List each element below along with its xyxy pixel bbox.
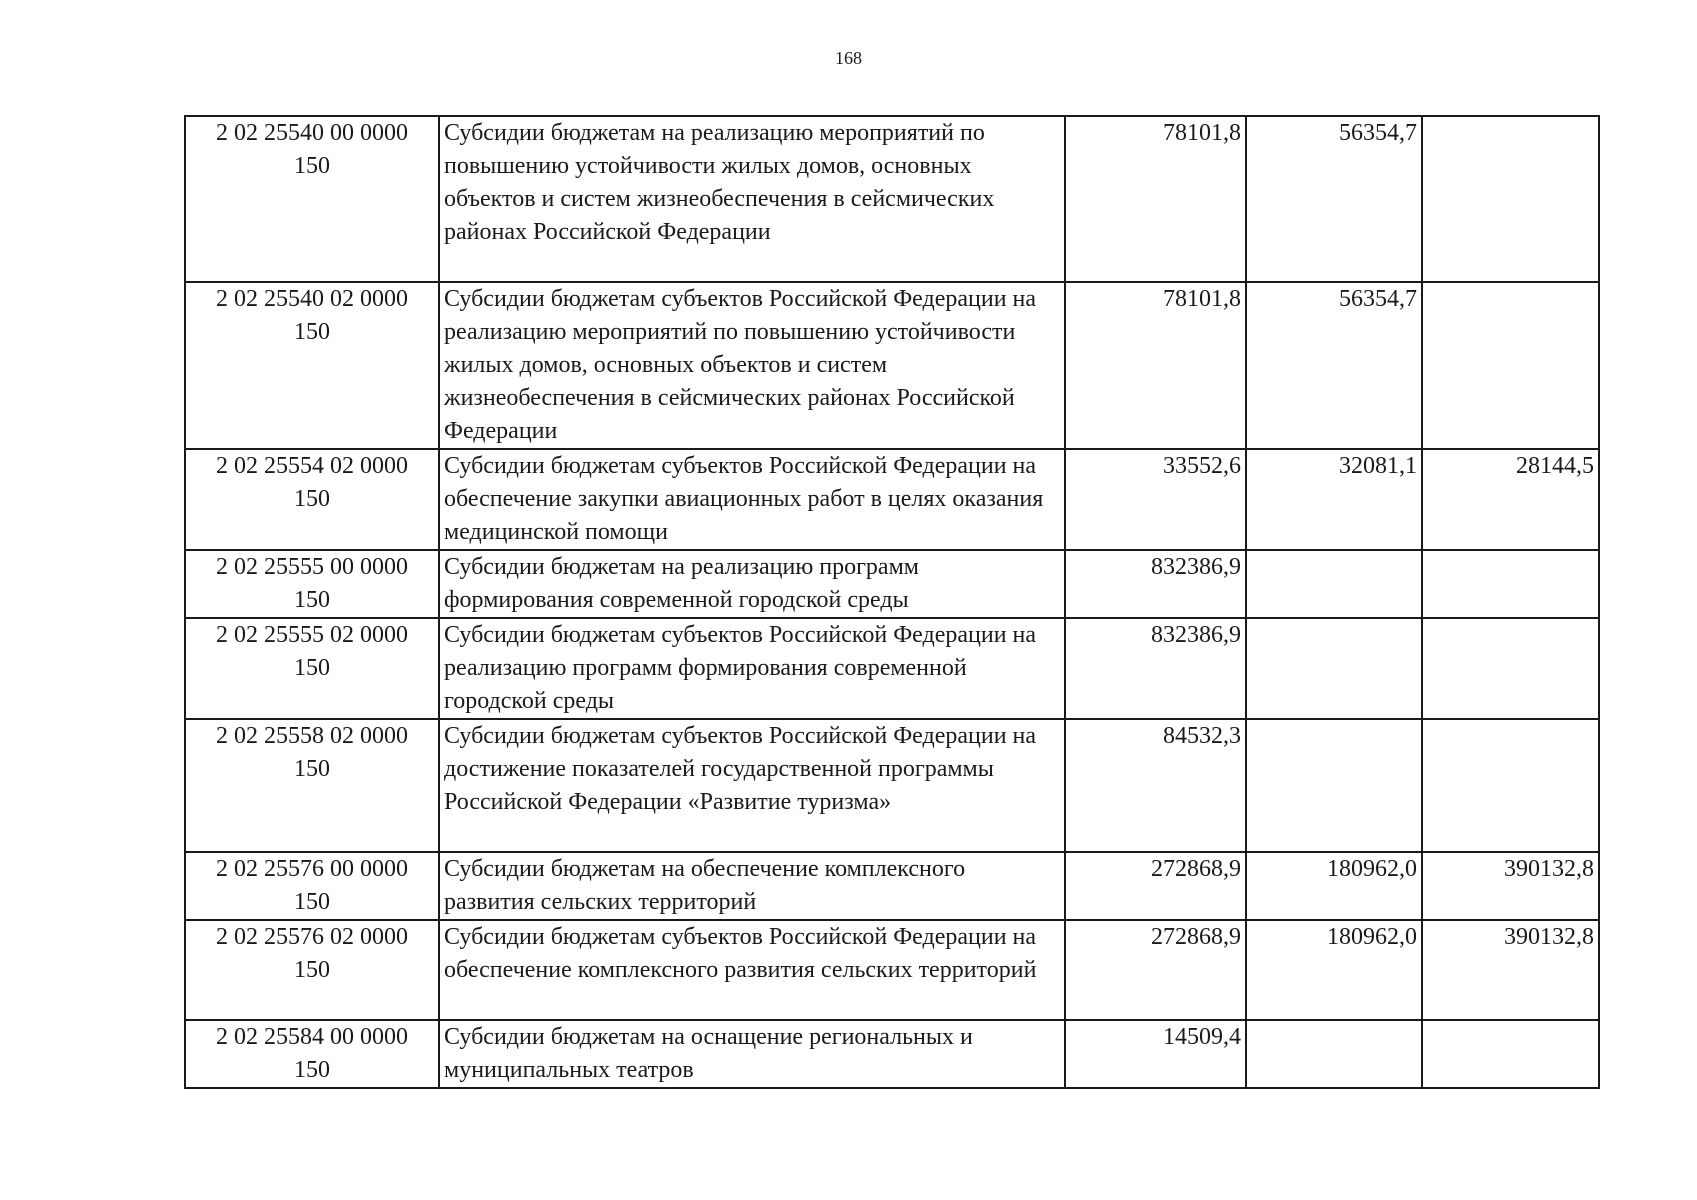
table-row — [185, 852, 1599, 920]
table-row — [185, 449, 1599, 550]
value-cell-1: 78101,8 — [1065, 116, 1246, 282]
value-cell-1: 14509,4 — [1065, 1020, 1246, 1088]
description-cell: Субсидии бюджетам на обеспечение комплексного развития сельских территорий — [439, 852, 1065, 920]
value-cell-3 — [1422, 1020, 1599, 1088]
value-cell-3 — [1422, 550, 1599, 618]
table-row — [185, 920, 1599, 1020]
budget-code-cell: 2 02 25554 02 0000 150 — [185, 449, 439, 550]
value-cell-3 — [1422, 116, 1599, 282]
value-cell-2 — [1246, 550, 1422, 618]
table-row — [185, 550, 1599, 618]
value-cell-2 — [1246, 1020, 1422, 1088]
description-cell: Субсидии бюджетам субъектов Российской Федерации на реализацию мероприятий по повышению устойчивости жилых домов, основных объектов и систем жизнеобеспечения в сейсмических районах Российской Федерации — [439, 282, 1065, 449]
budget-code-cell: 2 02 25576 02 0000 150 — [185, 920, 439, 1020]
value-cell-2: 180962,0 — [1246, 852, 1422, 920]
description-cell: Субсидии бюджетам субъектов Российской Федерации на обеспечение комплексного развития сельских территорий — [439, 920, 1065, 1020]
value-cell-2 — [1246, 719, 1422, 852]
value-cell-1: 272868,9 — [1065, 852, 1246, 920]
value-cell-3 — [1422, 618, 1599, 719]
page-number: 168 — [835, 48, 862, 68]
value-cell-2 — [1246, 618, 1422, 719]
table-row — [185, 719, 1599, 852]
budget-code-cell: 2 02 25576 00 0000 150 — [185, 852, 439, 920]
value-cell-3: 390132,8 — [1422, 852, 1599, 920]
table-row — [185, 1020, 1599, 1088]
table-row — [185, 116, 1599, 282]
value-cell-1: 33552,6 — [1065, 449, 1246, 550]
table-row — [185, 618, 1599, 719]
description-cell: Субсидии бюджетам на оснащение региональных и муниципальных театров — [439, 1020, 1065, 1088]
value-cell-3: 390132,8 — [1422, 920, 1599, 1020]
value-cell-2: 180962,0 — [1246, 920, 1422, 1020]
value-cell-3 — [1422, 282, 1599, 449]
budget-table — [184, 115, 1600, 1089]
value-cell-2: 56354,7 — [1246, 116, 1422, 282]
value-cell-1: 78101,8 — [1065, 282, 1246, 449]
budget-code-cell: 2 02 25555 02 0000 150 — [185, 618, 439, 719]
description-cell: Субсидии бюджетам субъектов Российской Федерации на обеспечение закупки авиационных работ в целях оказания медицинской помощи — [439, 449, 1065, 550]
table-row — [185, 282, 1599, 449]
value-cell-1: 832386,9 — [1065, 550, 1246, 618]
value-cell-3: 28144,5 — [1422, 449, 1599, 550]
value-cell-2: 56354,7 — [1246, 282, 1422, 449]
budget-code-cell: 2 02 25540 00 0000 150 — [185, 116, 439, 282]
description-cell: Субсидии бюджетам на реализацию программ формирования современной городской среды — [439, 550, 1065, 618]
value-cell-1: 272868,9 — [1065, 920, 1246, 1020]
description-cell: Субсидии бюджетам на реализацию мероприятий по повышению устойчивости жилых домов, основных объектов и систем жизнеобеспечения в сейсмических районах Российской Федерации — [439, 116, 1065, 282]
budget-code-cell: 2 02 25540 02 0000 150 — [185, 282, 439, 449]
budget-code-cell: 2 02 25584 00 0000 150 — [185, 1020, 439, 1088]
description-cell: Субсидии бюджетам субъектов Российской Федерации на достижение показателей государственной программы Российской Федерации «Развитие туризма» — [439, 719, 1065, 852]
budget-code-cell: 2 02 25555 00 0000 150 — [185, 550, 439, 618]
value-cell-3 — [1422, 719, 1599, 852]
value-cell-1: 832386,9 — [1065, 618, 1246, 719]
value-cell-2: 32081,1 — [1246, 449, 1422, 550]
budget-code-cell: 2 02 25558 02 0000 150 — [185, 719, 439, 852]
description-cell: Субсидии бюджетам субъектов Российской Федерации на реализацию программ формирования современной городской среды — [439, 618, 1065, 719]
value-cell-1: 84532,3 — [1065, 719, 1246, 852]
